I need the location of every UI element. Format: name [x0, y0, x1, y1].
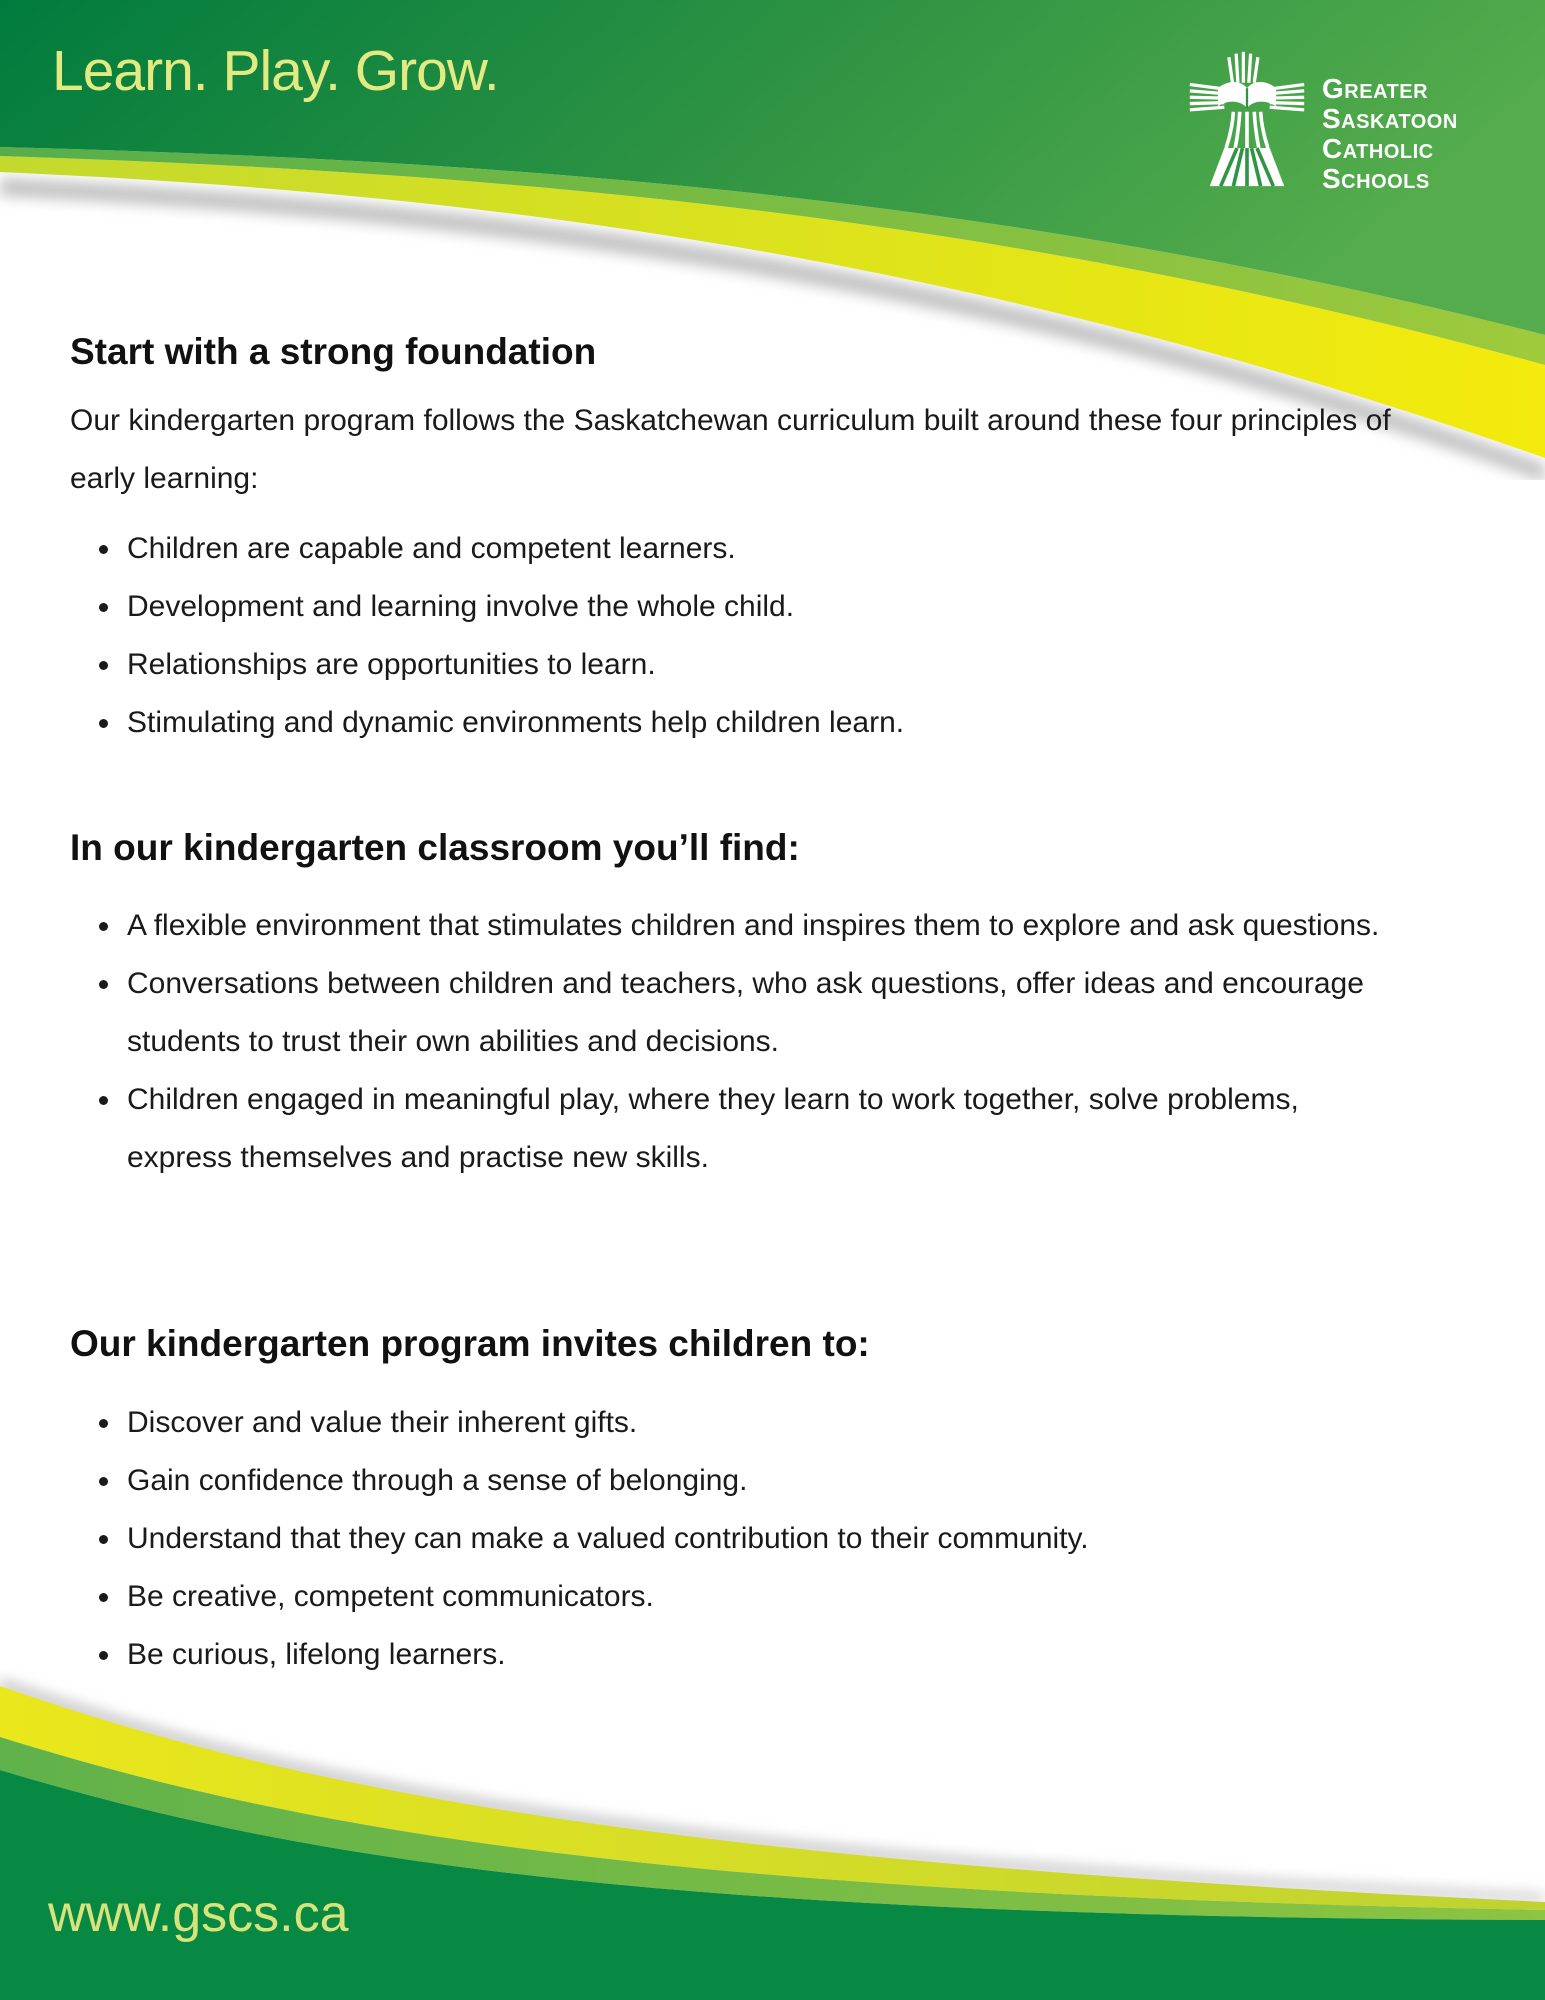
bullet-dot-icon — [99, 922, 108, 931]
cross-book-icon — [1188, 40, 1306, 198]
bullet-dot-icon — [99, 661, 108, 670]
list-item — [70, 578, 1400, 636]
list-item — [70, 1510, 1400, 1568]
logo-org-line: Schools — [1322, 163, 1430, 194]
list-item-text: Be curious, lifelong learners. — [127, 1638, 506, 1671]
list-item — [70, 1452, 1400, 1510]
bullet-dot-icon — [99, 980, 108, 989]
section-heading-invites: Our kindergarten program invites children to: — [70, 1323, 870, 1364]
bullet-dot-icon — [99, 545, 108, 554]
logo-org-line: Greater — [1322, 73, 1429, 104]
list-item-text: A flexible environment that stimulates children and inspires them to explore and ask questions. — [127, 909, 1380, 942]
logo-org-line: Catholic — [1322, 133, 1434, 164]
list-item — [70, 1394, 1400, 1452]
bullet-dot-icon — [99, 1419, 108, 1428]
list-item-text: Children are capable and competent learners. — [127, 532, 736, 565]
list-item — [70, 1568, 1400, 1626]
bullet-dot-icon — [99, 1477, 108, 1486]
website-url: www.gscs.ca — [48, 1885, 349, 1943]
list-item — [70, 1071, 1400, 1187]
bullet-dot-icon — [99, 1593, 108, 1602]
bullet-list-classroom — [70, 897, 1400, 1187]
intro-paragraph: Our kindergarten program follows the Saskatchewan curriculum built around these four principles of early learning: — [70, 404, 1391, 495]
list-item-text: Relationships are opportunities to learn. — [127, 648, 656, 681]
list-item-text: Understand that they can make a valued contribution to their community. — [127, 1522, 1089, 1555]
list-item — [70, 694, 1400, 752]
list-item — [70, 955, 1400, 1071]
list-item — [70, 636, 1400, 694]
section-heading-foundation: Start with a strong foundation — [70, 331, 597, 372]
bullet-list-principles — [70, 520, 1400, 752]
logo-org-name — [1322, 40, 1458, 198]
bullet-dot-icon — [99, 1096, 108, 1105]
list-item-text: Gain confidence through a sense of belonging. — [127, 1464, 748, 1497]
list-item-text: Be creative, competent communicators. — [127, 1580, 654, 1613]
logo-org-line: Saskatoon — [1322, 103, 1458, 134]
bullet-dot-icon — [99, 1535, 108, 1544]
list-item-text: Discover and value their inherent gifts. — [127, 1406, 638, 1439]
list-item-text: Children engaged in meaningful play, where they learn to work together, solve problems, express themselves and practise new skills. — [127, 1083, 1299, 1174]
list-item — [70, 897, 1400, 955]
brand-tagline: Learn. Play. Grow. — [52, 39, 499, 103]
list-item — [70, 520, 1400, 578]
list-item-text: Development and learning involve the whole child. — [127, 590, 795, 623]
bullet-dot-icon — [99, 719, 108, 728]
school-logo — [1188, 40, 1458, 198]
list-item-text: Stimulating and dynamic environments help children learn. — [127, 706, 905, 739]
footer-banner — [0, 1640, 1545, 2000]
list-item-text: Conversations between children and teachers, who ask questions, offer ideas and encourage students to trust their own abilities and decisions. — [127, 967, 1364, 1058]
section-heading-classroom: In our kindergarten classroom you’ll find: — [70, 827, 800, 868]
bullet-dot-icon — [99, 603, 108, 612]
